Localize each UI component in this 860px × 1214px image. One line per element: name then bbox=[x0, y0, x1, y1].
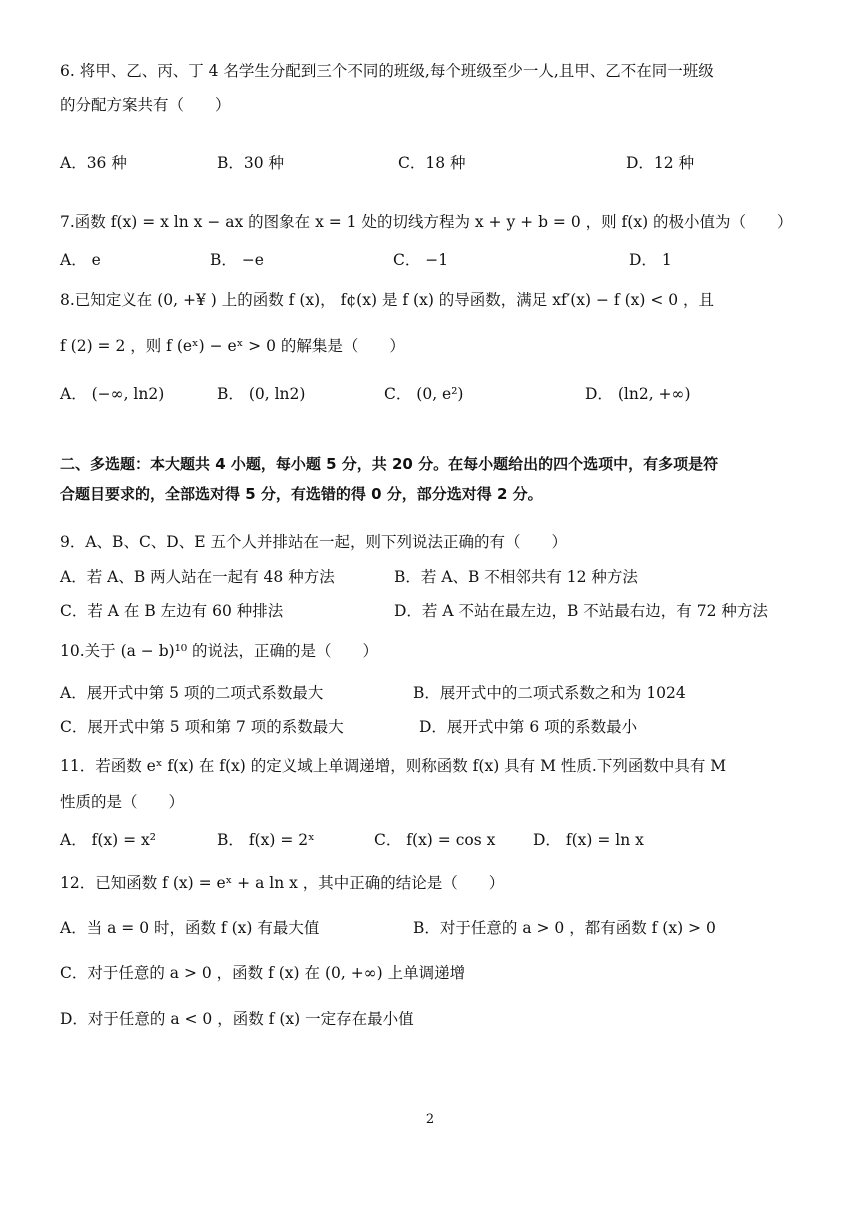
q7-stem: 7.函数 f(x) = x ln x − ax 的图象在 x = 1 处的切线方程为 x + y + b = 0 ，则 f(x) 的极小值为（ ） bbox=[60, 213, 793, 231]
q7-option-d: D． 1 bbox=[629, 251, 672, 269]
q10-option-d: D．展开式中第 6 项的系数最小 bbox=[419, 718, 638, 736]
q7-option-b: B． −e bbox=[210, 251, 264, 269]
q11-stem-line1: 11．若函数 eˣ f(x) 在 f(x) 的定义域上单调递增，则称函数 f(x) 具有 M 性质.下列函数中具有 M bbox=[60, 757, 727, 775]
q11-option-a: A． f(x) = x² bbox=[60, 831, 156, 849]
q9-option-c: C．若 A 在 B 左边有 60 种排法 bbox=[60, 602, 284, 620]
q9-option-b: B．若 A、B 不相邻共有 12 种方法 bbox=[394, 568, 638, 586]
q12-stem: 12．已知函数 f (x) = eˣ + a ln x ，其中正确的结论是（ ） bbox=[60, 874, 505, 892]
q12-option-a: A．当 a = 0 时，函数 f (x) 有最大值 bbox=[60, 919, 320, 937]
q6-option-d: D．12 种 bbox=[626, 154, 695, 172]
page-number: 2 bbox=[425, 1112, 435, 1127]
q8-stem-line1: 8.已知定义在 (0, +¥ ) 上的函数 f (x)， f¢(x) 是 f (x) 的导函数，满足 xf′(x) − f (x) < 0 ，且 bbox=[60, 291, 715, 309]
q11-option-b: B． f(x) = 2ˣ bbox=[217, 831, 315, 849]
q8-option-b: B． (0, ln2) bbox=[217, 385, 306, 403]
section2-line2: 合题目要求的，全部选对得 5 分，有选错的得 0 分，部分选对得 2 分。 bbox=[60, 485, 543, 503]
q6-stem-line2: 的分配方案共有（ ） bbox=[60, 96, 231, 114]
q10-option-a: A．展开式中第 5 项的二项式系数最大 bbox=[60, 684, 324, 702]
q6-option-c: C．18 种 bbox=[398, 154, 466, 172]
q8-stem-line2: f (2) = 2 ，则 f (eˣ) − eˣ > 0 的解集是（ ） bbox=[60, 337, 405, 355]
q11-option-c: C． f(x) = cos x bbox=[374, 831, 496, 849]
q11-option-d: D． f(x) = ln x bbox=[533, 831, 644, 849]
q9-stem: 9．A、B、C、D、E 五个人并排站在一起，则下列说法正确的有（ ） bbox=[60, 533, 567, 551]
q9-option-a: A．若 A、B 两人站在一起有 48 种方法 bbox=[60, 568, 335, 586]
q7-option-a: A． e bbox=[60, 251, 101, 269]
q8-option-a: A． (−∞, ln2) bbox=[60, 385, 165, 403]
q8-option-d: D． (ln2, +∞) bbox=[585, 385, 691, 403]
q12-option-d: D．对于任意的 a < 0 ，函数 f (x) 一定存在最小值 bbox=[60, 1010, 414, 1028]
q9-option-d: D．若 A 不站在最左边，B 不站最右边，有 72 种方法 bbox=[394, 602, 768, 620]
q12-option-b: B．对于任意的 a > 0 ，都有函数 f (x) > 0 bbox=[413, 919, 716, 937]
q6-option-a: A．36 种 bbox=[60, 154, 127, 172]
q11-stem-line2: 性质的是（ ） bbox=[60, 793, 185, 811]
q6-stem-line1: 6. 将甲、乙、丙、丁 4 名学生分配到三个不同的班级,每个班级至少一人,且甲、乙不在同一班级 bbox=[60, 62, 714, 80]
q10-option-b: B．展开式中的二项式系数之和为 1024 bbox=[413, 684, 686, 702]
q12-option-c: C．对于任意的 a > 0 ，函数 f (x) 在 (0, +∞) 上单调递增 bbox=[60, 964, 466, 982]
q7-option-c: C． −1 bbox=[393, 251, 449, 269]
q8-option-c: C． (0, e²) bbox=[384, 385, 464, 403]
q6-option-b: B．30 种 bbox=[217, 154, 285, 172]
q10-option-c: C．展开式中第 5 项和第 7 项的系数最大 bbox=[60, 718, 344, 736]
section2-line1: 二、多选题：本大题共 4 小题，每小题 5 分，共 20 分。在每小题给出的四个选项中，有多项是符 bbox=[60, 455, 719, 473]
q10-stem: 10.关于 (a − b)¹⁰ 的说法，正确的是（ ） bbox=[60, 642, 379, 660]
